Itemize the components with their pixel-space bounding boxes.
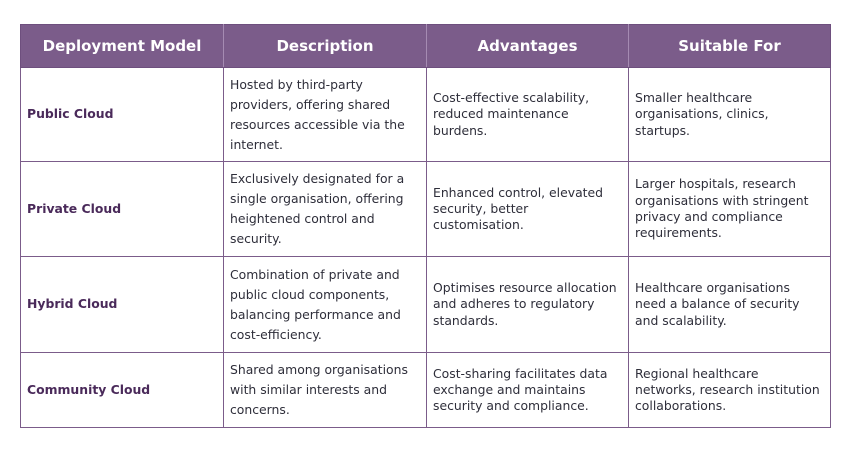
cell-model: Public Cloud (21, 68, 224, 162)
cell-model: Private Cloud (21, 162, 224, 257)
cell-advantages: Enhanced control, elevated security, better customisation. (427, 162, 629, 257)
table-header-row (21, 25, 831, 68)
cell-advantages: Cost-sharing facilitates data exchange and maintains security and compliance. (427, 353, 629, 428)
cell-advantages: Cost-effective scalability, reduced maintenance burdens. (427, 68, 629, 162)
cell-suitable-for: Healthcare organisations need a balance of security and scalability. (629, 257, 831, 353)
cell-advantages: Optimises resource allocation and adheres to regulatory standards. (427, 257, 629, 353)
table-row (21, 162, 831, 257)
cell-model: Community Cloud (21, 353, 224, 428)
cell-suitable-for: Regional healthcare networks, research institution collaborations. (629, 353, 831, 428)
cell-description: Shared among organisations with similar interests and concerns. (224, 353, 427, 428)
cell-suitable-for: Smaller healthcare organisations, clinics, startups. (629, 68, 831, 162)
header-deployment-model: Deployment Model (21, 25, 224, 68)
cell-suitable-for: Larger hospitals, research organisations with stringent privacy and compliance requirements. (629, 162, 831, 257)
table-row (21, 257, 831, 353)
cell-model: Hybrid Cloud (21, 257, 224, 353)
cell-description: Combination of private and public cloud components, balancing performance and cost-efficiency. (224, 257, 427, 353)
deployment-models-table (20, 24, 831, 428)
header-description: Description (224, 25, 427, 68)
cell-description: Exclusively designated for a single organisation, offering heightened control and security. (224, 162, 427, 257)
header-suitable-for: Suitable For (629, 25, 831, 68)
header-advantages: Advantages (427, 25, 629, 68)
cell-description: Hosted by third-party providers, offering shared resources accessible via the internet. (224, 68, 427, 162)
table-row (21, 353, 831, 428)
table-row (21, 68, 831, 162)
